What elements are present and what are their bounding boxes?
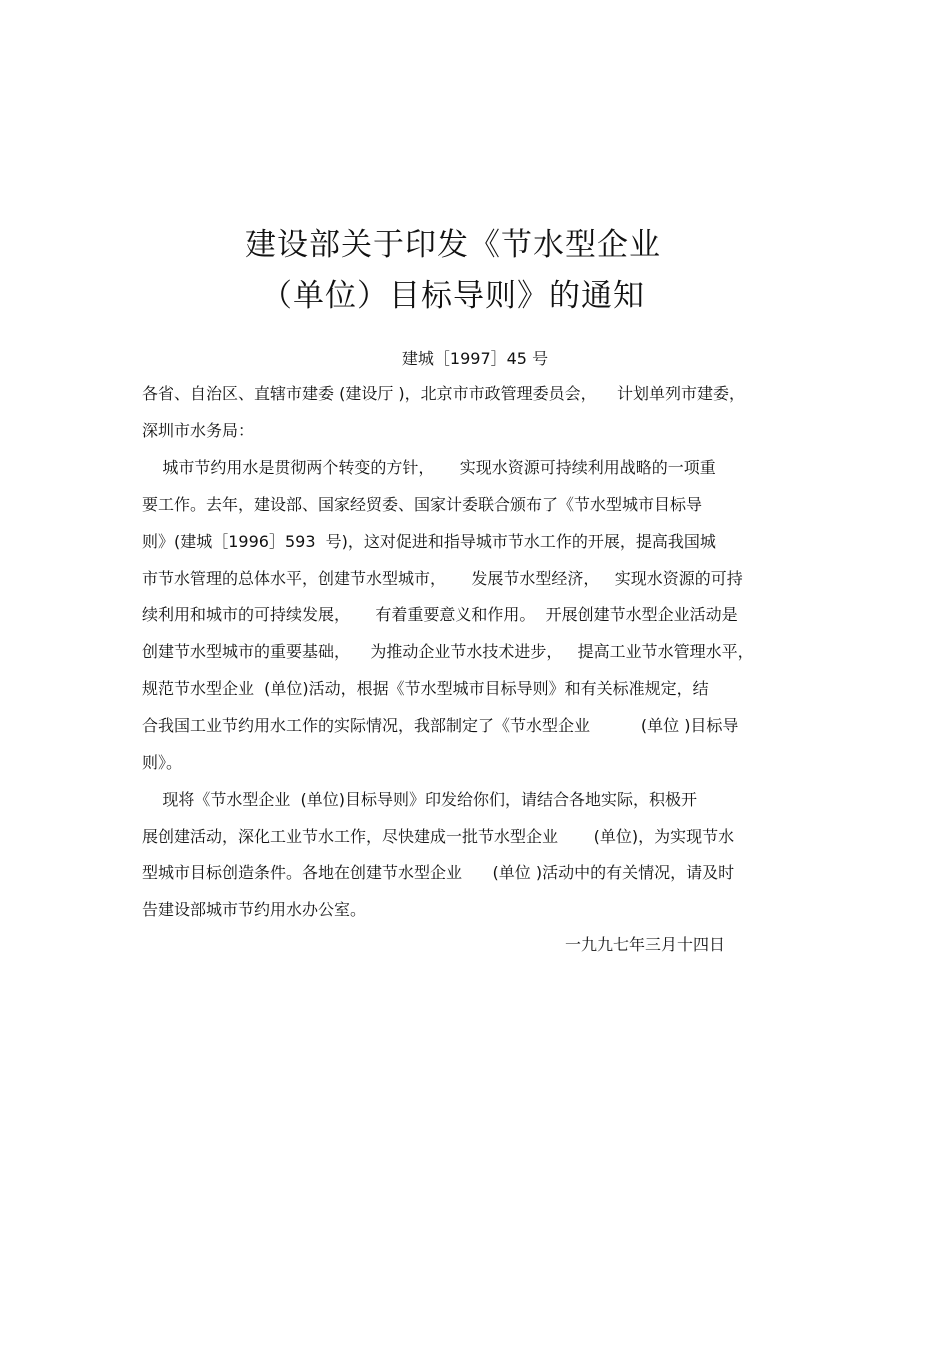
title-line-1: 建设部关于印发《节水型企业 [245,227,661,263]
paragraph-2-line-4: 告建设部城市节约用水办公室。 [142,900,367,919]
issue-date: 一九九七年三月十四日 [565,935,726,954]
paragraph-1-line-6: 创建节水型城市的重要基础， 为推动企业节水技术进步， 提高工业节水管理水平， [142,642,754,661]
paragraph-2-line-3: 型城市目标创造条件。各地在创建节水型企业 (单位 )活动中的有关情况，请及时 [142,863,735,882]
paragraph-1-line-1: 城市节约用水是贯彻两个转变的方针， 实现水资源可持续利用战略的一项重 [142,458,716,477]
paragraph-2-line-1: 现将《节水型企业 (单位)目标导则》印发给你们，请结合各地实际，积极开 [142,790,698,809]
paragraph-1-line-3: 则》(建城［1996］593 号)，这对促进和指导城市节水工作的开展，提高我国城 [142,532,716,551]
paragraph-2-line-2: 展创建活动，深化工业节水工作，尽快建成一批节水型企业 (单位)，为实现节水 [142,827,735,846]
paragraph-1-line-4: 市节水管理的总体水平，创建节水型城市， 发展节水型经济， 实现水资源的可持 [142,569,743,588]
paragraph-1-line-7: 规范节水型企业 (单位)活动，根据《节水型城市目标导则》和有关标准规定，结 [142,679,709,698]
paragraph-1-line-9: 则》。 [142,753,183,772]
title-line-2: （单位）目标导则》的通知 [261,278,645,314]
paragraph-1-line-8: 合我国工业节约用水工作的实际情况，我部制定了《节水型企业 (单位 )目标导 [142,716,739,735]
document-number: 建城［1997］45 号 [401,349,549,368]
paragraph-1-line-5: 续利用和城市的可持续发展， 有着重要意义和作用。 开展创建节水型企业活动是 [142,605,738,624]
addressee-line-2: 深圳市水务局： [142,421,255,440]
paragraph-1-line-2: 要工作。去年，建设部、国家经贸委、国家计委联合颁布了《节水型城市目标导 [142,495,703,514]
addressee-line-1: 各省、自治区、直辖市建委 (建设厅 )，北京市市政管理委员会， 计划单列市建委， [142,384,746,403]
